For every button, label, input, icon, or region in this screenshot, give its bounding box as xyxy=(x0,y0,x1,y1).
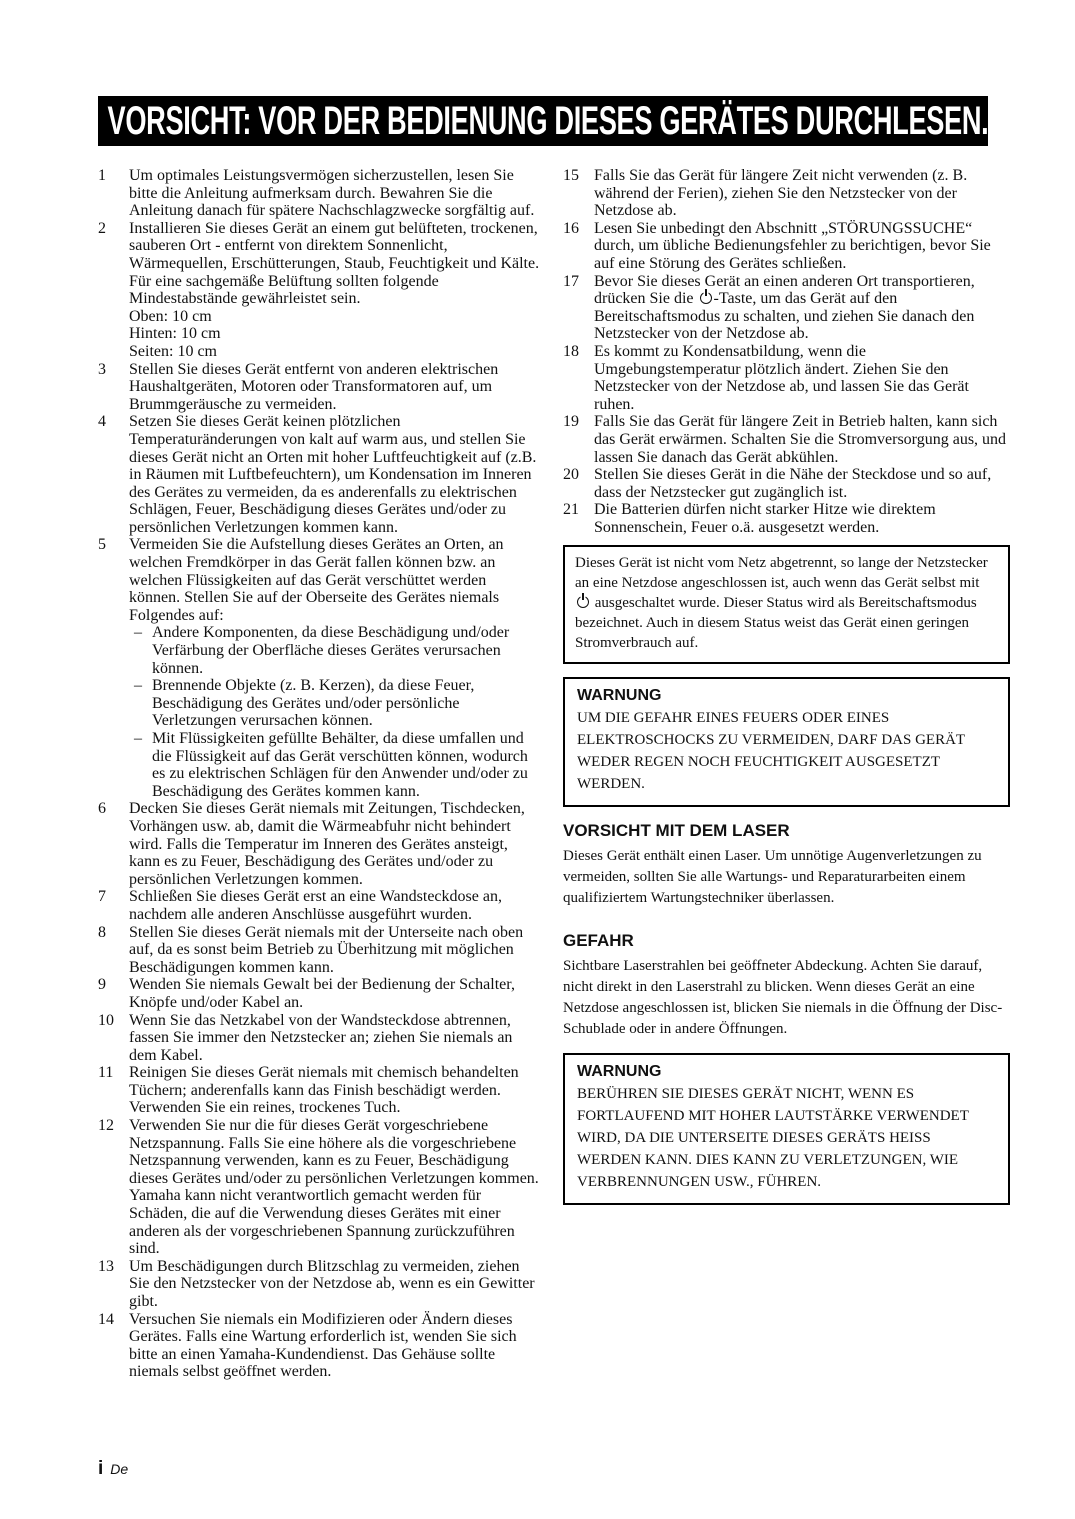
item-bullet: – Andere Komponenten, da diese Beschädigung und/oder Verfärbung der Oberfläche dieses Gerätes verursachen können. xyxy=(129,624,541,677)
warning-title: WARNUNG xyxy=(577,1063,662,1081)
item-text: Reinigen Sie dieses Gerät niemals mit chemisch behandelten Tüchern; anderenfalls kann das Finish beschädigt werden. Verwenden Sie ein reines, trockenes Tuch. xyxy=(129,1064,519,1117)
page-number: i xyxy=(98,1458,104,1479)
item-text: Versuchen Sie niemals ein Modifizieren oder Ändern dieses Gerätes. Falls eine Wartung erforderlich ist, wenden Sie sich bitte an einen Yamaha-Kundendienst. Das Gehäuse sollte niemals selbst geöffnet werden. xyxy=(129,1310,517,1381)
item-text: Um optimales Leistungsvermögen sicherzustellen, lesen Sie bitte die Anleitung aufmerksam durch. Bewahren Sie die Anleitung danach für spätere Nachschlagzwecke sorgfältig auf. xyxy=(129,167,535,220)
numbered-item xyxy=(563,501,1010,536)
item-number: 9 xyxy=(98,976,106,994)
page-language: De xyxy=(110,1461,129,1477)
item-text: Falls Sie das Gerät für längere Zeit nicht verwenden (z. B. während der Ferien), ziehen Sie den Netzstecker von der Netzdose ab. xyxy=(594,167,968,220)
item-number: 17 xyxy=(563,272,579,290)
item-text: Vermeiden Sie die Aufstellung dieses Gerätes an Orten, an welchen Fremdkörper in das Gerät fallen können bzw. an welchen Flüssigkeiten auf das Gerät verschüttet werden können. Stellen Sie auf der Oberseite des Gerätes niemals Folgendes auf: xyxy=(129,536,504,624)
item-text: Stellen Sie dieses Gerät niemals mit der Unterseite nach oben auf, da es sonst beim Betrieb zu Überhitzung mit möglichen Beschädigungen kommen kann. xyxy=(129,923,524,976)
numbered-item xyxy=(98,1117,541,1258)
warning-box-fire xyxy=(563,677,1010,807)
warning-title: WARNUNG xyxy=(577,687,662,705)
item-number: 7 xyxy=(98,888,106,906)
item-text: Setzen Sie dieses Gerät keinen plötzlichen Temperaturänderungen von kalt auf warm aus, und stellen Sie dieses Gerät nicht an Orten mit hoher Luftfeuchtigkeit auf (z.B. in Räumen mit Luftbefeuchtern), um Kondensation im Inneren des Gerätes zu vermeiden, da es anderenfalls zu elektrischen Schlägen, Feuer, Beschädigung dieses Gerätes und/oder zu persönlichen Verletzungen kommen kann. xyxy=(129,413,537,536)
numbered-item xyxy=(98,1012,541,1065)
header-bar xyxy=(98,96,988,146)
numbered-item xyxy=(98,888,541,923)
item-number: 18 xyxy=(563,342,579,360)
item-text: Bevor Sie dieses Gerät an einen anderen Ort transportieren, drücken Sie die -Taste, um das Gerät auf den Bereitschaftsmodus zu schalten, und ziehen Sie danach den Netzstecker von der Netzdose ab. xyxy=(594,272,975,343)
item-text: Falls Sie das Gerät für längere Zeit in Betrieb halten, kann sich das Gerät erwärmen. Schalten Sie die Stromversorgung aus, und lassen Sie danach das Gerät abkühlen. xyxy=(594,413,1007,466)
item-text: Installieren Sie dieses Gerät an einem gut belüfteten, trockenen, sauberen Ort - entfernt von direktem Sonnenlicht, Wärmequellen, Erschütterungen, Staub, Feuchtigkeit und Kälte. Für eine sachgemäße Belüftung sollten folgende Mindestabstände gewährleistet sein. xyxy=(129,219,540,308)
item-extra-line: Oben: 10 cm xyxy=(129,307,212,325)
warning-body: BERÜHREN SIE DIESES GERÄT NICHT, WENN ES FORTLAUFEND MIT HOHER LAUTSTÄRKE VERWENDET WIRD, DA DIE UNTERSEITE DIESES GERÄTS HEISS WERDEN KANN. DIES KANN ZU VERLETZUNGEN, WIE VERBRENNUNGEN USW., FÜHREN. xyxy=(577,1086,969,1191)
item-number: 4 xyxy=(98,413,106,431)
numbered-item xyxy=(98,800,541,888)
item-text: Wenn Sie das Netzkabel von der Wandsteckdose abtrennen, fassen Sie immer den Netzstecker an; ziehen Sie niemals an dem Kabel. xyxy=(129,1011,513,1064)
numbered-item xyxy=(563,466,1010,501)
numbered-item xyxy=(98,167,541,220)
numbered-item xyxy=(98,413,541,536)
numbered-item xyxy=(563,167,1010,220)
item-number: 1 xyxy=(98,167,106,184)
item-number: 15 xyxy=(563,167,579,184)
item-number: 11 xyxy=(98,1064,114,1082)
danger-heading: GEFAHR xyxy=(563,931,634,951)
item-text: Es kommt zu Kondensatbildung, wenn die Umgebungstemperatur plötzlich ändert. Ziehen Sie den Netzstecker von der Netzdose ab, und lassen Sie das Gerät ruhen. xyxy=(594,342,969,413)
item-bullet: – Brennende Objekte (z. B. Kerzen), da diese Feuer, Beschädigung des Gerätes und/oder persönliche Verletzungen verursachen können. xyxy=(129,677,541,730)
item-text: Wenden Sie niemals Gewalt bei der Bedienung der Schalter, Knöpfe und/oder Kabel an. xyxy=(129,976,515,1011)
warning-box-heat xyxy=(563,1053,1010,1205)
item-text: Lesen Sie unbedingt den Abschnitt „STÖRUNGSSUCHE“ durch, um übliche Bedienungsfehler zu berichtigen, bevor Sie auf eine Störung des Gerätes schließen. xyxy=(594,219,991,272)
item-number: 2 xyxy=(98,219,106,237)
item-text: Decken Sie dieses Gerät niemals mit Zeitungen, Tischdecken, Vorhängen usw. ab, damit die Wärmeabfuhr nicht behindert wird. Falls die Temperatur im Inneren des Gerätes ansteigt, kann es zu Feuer, Beschädigung des Gerätes und/oder zu persönlichen Verletzungen kommen. xyxy=(129,800,525,888)
item-number: 8 xyxy=(98,923,106,941)
item-text: Schließen Sie dieses Gerät erst an eine Wandsteckdose an, nachdem alle anderen Anschlüsse ausgeführt wurden. xyxy=(129,888,502,923)
item-number: 5 xyxy=(98,536,106,554)
power-standby-icon xyxy=(577,596,589,608)
item-extra-line: Seiten: 10 cm xyxy=(129,342,217,360)
numbered-item xyxy=(98,536,541,800)
power-standby-icon xyxy=(700,292,712,304)
item-number: 21 xyxy=(563,501,579,519)
item-text: Um Beschädigungen durch Blitzschlag zu vermeiden, ziehen Sie den Netzstecker von der Netzdose ab, wenn es ein Gewitter gibt. xyxy=(129,1257,535,1310)
item-number: 13 xyxy=(98,1257,114,1275)
numbered-item xyxy=(98,1064,541,1117)
warning-body: UM DIE GEFAHR EINES FEUERS ODER EINES ELEKTROSCHOCKS ZU VERMEIDEN, DARF DAS GERÄT WEDER REGEN NOCH FEUCHTIGKEIT AUSGESETZT WERDEN. xyxy=(577,710,965,793)
item-number: 16 xyxy=(563,219,579,237)
item-text: Stellen Sie dieses Gerät entfernt von anderen elektrischen Haushaltgeräten, Motoren oder Transformatoren auf, um Brummgeräusche zu vermeiden. xyxy=(129,360,499,413)
page-title: VORSICHT: VOR DER BEDIENUNG DIESES GERÄTES DURCHLESEN. xyxy=(107,98,988,143)
item-number: 10 xyxy=(98,1011,114,1029)
item-text: Stellen Sie dieses Gerät in die Nähe der Steckdose und so auf, dass der Netzstecker gut zugänglich ist. xyxy=(594,466,992,501)
numbered-item xyxy=(98,924,541,977)
item-text: Verwenden Sie nur die für dieses Gerät vorgeschriebene Netzspannung. Falls Sie eine höhere als die vorgeschriebene Netzspannung verwenden, kann es zu Feuer, Beschädigung dieses Gerätes und/oder zu persönlichen Verletzungen kommen. Yamaha kann nicht verantwortlich gemacht werden für Schäden, die auf die Verwendung dieses Gerätes mit einer anderen als der vorgeschriebenen Spannung zurückzuführen sind. xyxy=(129,1117,539,1258)
item-number: 12 xyxy=(98,1117,114,1135)
danger-body: Sichtbare Laserstrahlen bei geöffneter Abdeckung. Achten Sie darauf, nicht direkt in den Laserstrahl zu blicken. Wenn dieses Gerät an eine Netzdose angeschlossen ist, blicken Sie niemals in die Öffnung der Disc-Schublade oder in andere Öffnungen. xyxy=(563,958,1003,1038)
right-column xyxy=(563,167,1010,1205)
item-number: 6 xyxy=(98,800,106,818)
numbered-item xyxy=(563,220,1010,273)
standby-note-box xyxy=(563,545,1010,664)
numbered-item xyxy=(98,976,541,1011)
footer xyxy=(98,1458,128,1480)
numbered-item xyxy=(563,413,1010,466)
item-bullet: – Mit Flüssigkeiten gefüllte Behälter, da diese umfallen und die Flüssigkeit auf das Gerät verschütten können, wodurch es zu elektrischen Schlägen für den Anwender und/oder zu Beschädigung des Gerätes kommen kann. xyxy=(129,730,541,800)
standby-note-text: Dieses Gerät ist nicht vom Netz abgetrennt, so lange der Netzstecker an eine Netzdose angeschlossen ist, auch wenn das Gerät selbst mit ausgeschaltet wurde. Dieser Status wird als Bereitschaftsmodus bezeichnet. Auch in diesem Status weist das Gerät einen geringen Stromverbrauch auf. xyxy=(575,555,988,651)
item-text: Die Batterien dürfen nicht starker Hitze wie direktem Sonnenschein, Feuer o.ä. ausgesetzt werden. xyxy=(594,501,936,536)
item-extra-line: Hinten: 10 cm xyxy=(129,325,221,343)
numbered-item xyxy=(98,1258,541,1311)
laser-caution-heading: VORSICHT MIT DEM LASER xyxy=(563,821,790,841)
numbered-item xyxy=(98,220,541,361)
item-number: 20 xyxy=(563,466,579,484)
item-number: 14 xyxy=(98,1310,114,1328)
right-items xyxy=(563,167,1010,536)
item-bullets xyxy=(129,624,541,800)
item-extra-lines xyxy=(129,308,541,361)
item-number: 19 xyxy=(563,413,579,431)
numbered-item xyxy=(563,273,1010,343)
numbered-item xyxy=(563,343,1010,413)
laser-caution-body: Dieses Gerät enthält einen Laser. Um unnötige Augenverletzungen zu vermeiden, sollten Sie alle Wartungs- und Reparaturarbeiten einem qualifiziertem Wartungstechniker überlassen. xyxy=(563,848,982,907)
left-column xyxy=(98,167,541,1381)
numbered-item xyxy=(98,361,541,414)
item-number: 3 xyxy=(98,360,106,378)
numbered-item xyxy=(98,1311,541,1381)
